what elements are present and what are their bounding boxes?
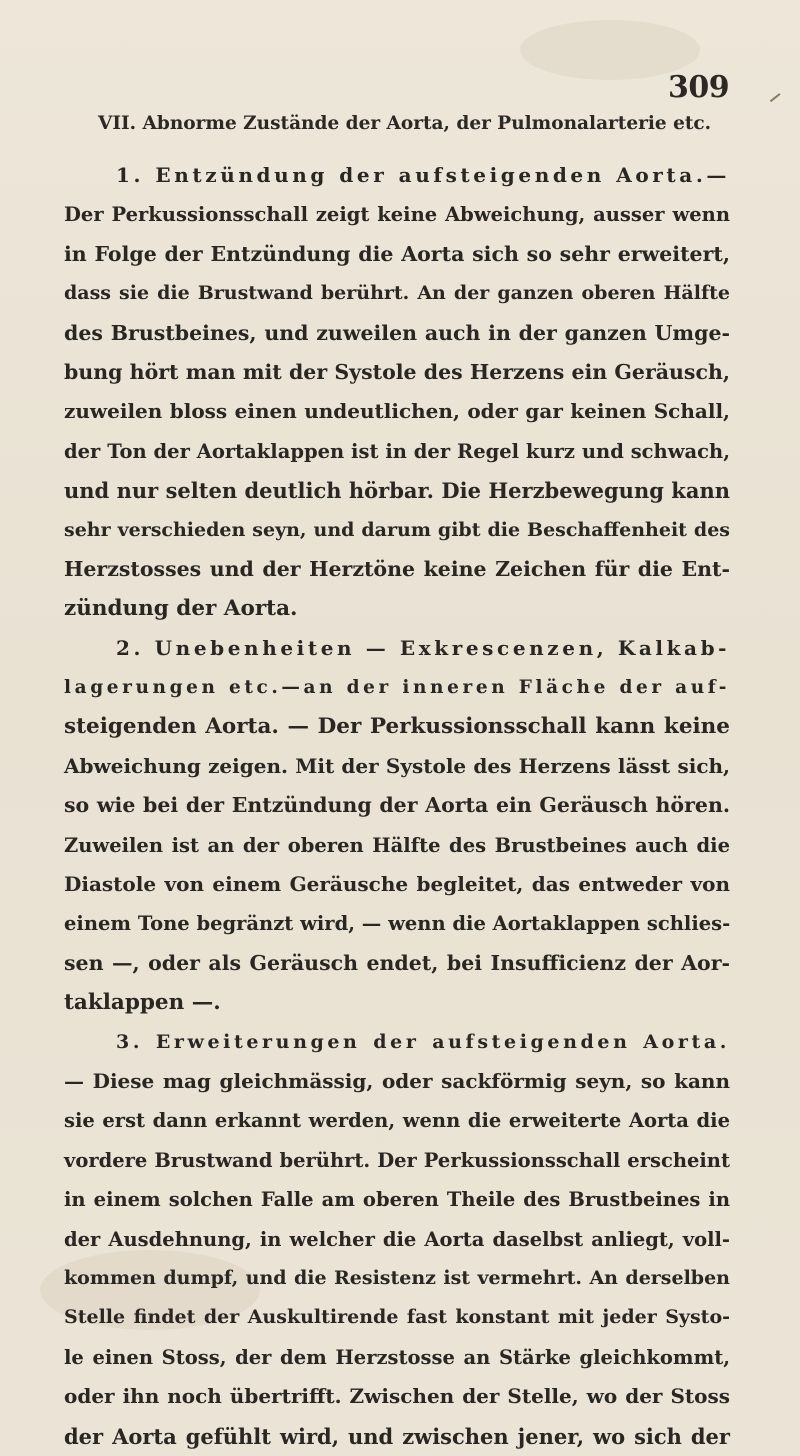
text-line: zündung der Aorta. — [64, 596, 298, 622]
text-line: dass sie die Brustwand berührt. An der ganzen oberen Hälfte — [64, 282, 730, 305]
text-line: Herzstosses und der Herztöne keine Zeichen für die Ent- — [64, 556, 730, 581]
section-heading-3: 3. Erweiterungen der aufsteigenden Aorta. — [116, 1030, 730, 1053]
text-line: sehr verschieden seyn, und darum gibt die Beschaffenheit des — [64, 518, 730, 541]
text-line: oder ihn noch übertrifft. Zwischen der Stelle, wo der Stoss — [64, 1384, 730, 1409]
text-line: der Ton der Aortaklappen ist in der Regel kurz und schwach, — [64, 439, 730, 463]
text-line: vordere Brustwand berührt. Der Perkussionsschall erscheint — [64, 1148, 730, 1172]
text-line: einem Tone begränzt wird, — wenn die Aortaklappen schlies- — [64, 912, 731, 936]
text-line: Abweichung zeigen. Mit der Systole des Herzens lässt sich, — [64, 753, 730, 778]
section-heading-1: 1. Entzündung der aufsteigenden Aorta.— — [116, 163, 730, 187]
running-header: VII. Abnorme Zustände der Aorta, der Pulmonalarterie etc. — [98, 113, 712, 134]
text-line: sie erst dann erkannt werden, wenn die erweiterte Aorta die — [64, 1109, 730, 1133]
text-line: sen —, oder als Geräusch endet, bei Insufficienz der Aor- — [64, 950, 730, 975]
text-line: des Brustbeines, und zuweilen auch in der ganzen Umge- — [64, 320, 730, 345]
body-text — [64, 156, 730, 1456]
text-line: der Aorta gefühlt wird, und zwischen jener, wo sich der — [64, 1423, 730, 1449]
text-line: Der Perkussionsschall zeigt keine Abweichung, ausser wenn — [64, 203, 730, 227]
text-line: Diastole von einem Geräusche begleitet, das entweder von — [64, 872, 730, 897]
text-line: und nur selten deutlich hörbar. Die Herzbewegung kann — [64, 478, 730, 504]
text-line: steigenden Aorta. — Der Perkussionsschall kann keine — [64, 714, 730, 740]
section-heading-2: 2. Unebenheiten — Exkrescenzen, Kalkab- — [116, 635, 731, 660]
text-line: in Folge der Entzündung die Aorta sich so sehr erweitert, — [64, 241, 730, 266]
text-line: Zuweilen ist an der oberen Hälfte des Brustbeines auch die — [64, 833, 730, 857]
text-line: Stelle findet der Auskultirende fast konstant mit jeder Systo- — [64, 1306, 730, 1329]
text-line: der Ausdehnung, in welcher die Aorta daselbst anliegt, voll- — [64, 1227, 730, 1251]
text-line: — Diese mag gleichmässig, oder sackförmig seyn, so kann — [64, 1068, 730, 1093]
text-line: taklappen —. — [64, 990, 221, 1016]
page-number: 309 — [668, 70, 730, 105]
text-line: so wie bei der Entzündung der Aorta ein Geräusch hören. — [64, 793, 730, 818]
text-line: le einen Stoss, der dem Herzstosse an Stärke gleichkommt, — [64, 1345, 730, 1369]
text-line: in einem solchen Falle am oberen Theile des Brustbeines in — [64, 1188, 730, 1212]
text-line: bung hört man mit der Systole des Herzens ein Geräusch, — [64, 359, 730, 384]
text-line: kommen dumpf, und die Resistenz ist vermehrt. An derselben — [64, 1266, 730, 1289]
text-line: zuweilen bloss einen undeutlichen, oder gar keinen Schall, — [64, 399, 730, 424]
pencil-mark — [770, 93, 784, 107]
section-heading-2-cont: lagerungen etc.—an der inneren Fläche der auf- — [64, 677, 730, 699]
